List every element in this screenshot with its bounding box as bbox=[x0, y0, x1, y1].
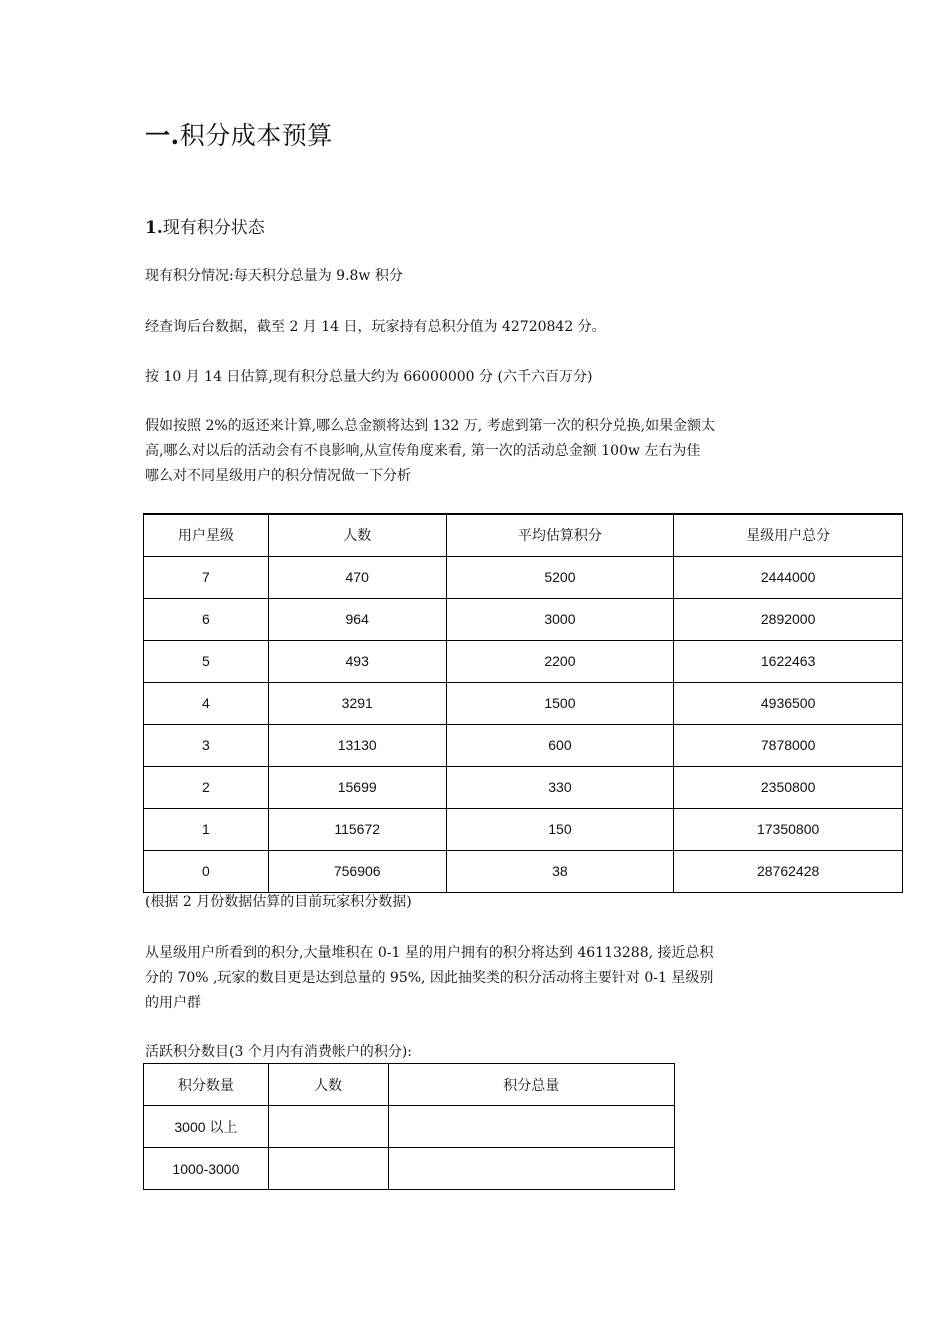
text-line: 假如按照 2%的返还来计算,哪么总金额将达到 132 万, 考虑到第一次的积分兑换,如果金额太 bbox=[145, 418, 716, 434]
column-header: 用户星级 bbox=[144, 514, 269, 556]
table-row bbox=[144, 850, 903, 892]
table-cell: 38 bbox=[446, 850, 674, 892]
star-level-points-table bbox=[143, 513, 903, 893]
table-cell bbox=[268, 1106, 388, 1148]
table-cell: 4936500 bbox=[674, 682, 903, 724]
text-line: 哪么对不同星级用户的积分情况做一下分析 bbox=[145, 468, 411, 484]
table-row bbox=[144, 682, 903, 724]
table-cell: 3291 bbox=[268, 682, 446, 724]
table-row bbox=[144, 556, 903, 598]
table-cell: 15699 bbox=[268, 766, 446, 808]
table-cell: 3000 以上 bbox=[144, 1106, 269, 1148]
table-cell bbox=[388, 1148, 674, 1190]
text-line: 分的 70% ,玩家的数目更是达到总量的 95%, 因此抽奖类的积分活动将主要针对 0-1 星级别 bbox=[145, 970, 714, 986]
table-cell: 330 bbox=[446, 766, 674, 808]
table-cell: 28762428 bbox=[674, 850, 903, 892]
active-points-title: 活跃积分数目(3 个月内有消费帐户的积分): bbox=[145, 1044, 412, 1060]
paragraph-estimate: 按 10 月 14 日估算,现有积分总量大约为 66000000 分 (六千六百万分) bbox=[145, 369, 593, 385]
table-cell: 0 bbox=[144, 850, 269, 892]
table-cell: 2200 bbox=[446, 640, 674, 682]
table-cell: 756906 bbox=[268, 850, 446, 892]
column-header: 人数 bbox=[268, 514, 446, 556]
paragraph-total-points: 经查询后台数据，截至 2 月 14 日，玩家持有总积分值为 42720842 分。 bbox=[145, 319, 606, 335]
section-number: 一. bbox=[145, 121, 180, 150]
table-row bbox=[144, 640, 903, 682]
table-cell: 2 bbox=[144, 766, 269, 808]
table-row bbox=[144, 808, 903, 850]
subsection-title: 现有积分状态 bbox=[162, 218, 265, 238]
table-row bbox=[144, 766, 903, 808]
table-header-row bbox=[144, 1064, 675, 1106]
table-cell: 600 bbox=[446, 724, 674, 766]
table-cell: 13130 bbox=[268, 724, 446, 766]
table-cell: 5 bbox=[144, 640, 269, 682]
table-cell: 1500 bbox=[446, 682, 674, 724]
table-cell: 1 bbox=[144, 808, 269, 850]
table-cell: 115672 bbox=[268, 808, 446, 850]
table-cell: 964 bbox=[268, 598, 446, 640]
section-heading bbox=[145, 116, 333, 152]
table-cell: 6 bbox=[144, 598, 269, 640]
table-cell: 17350800 bbox=[674, 808, 903, 850]
text-line: 的用户群 bbox=[145, 995, 201, 1011]
table-cell bbox=[268, 1148, 388, 1190]
column-header: 人数 bbox=[268, 1064, 388, 1106]
table-cell: 1622463 bbox=[674, 640, 903, 682]
table-cell: 5200 bbox=[446, 556, 674, 598]
table-row bbox=[144, 1148, 675, 1190]
table-row bbox=[144, 1106, 675, 1148]
active-points-table bbox=[143, 1063, 675, 1190]
column-header: 积分数量 bbox=[144, 1064, 269, 1106]
text-line: 从星级用户所看到的积分,大量堆积在 0-1 星的用户拥有的积分将达到 46113288, 接近总积 bbox=[145, 945, 714, 961]
table-row bbox=[144, 598, 903, 640]
table-cell bbox=[388, 1106, 674, 1148]
table-note: (根据 2 月份数据估算的目前玩家积分数据) bbox=[145, 894, 412, 910]
table-cell: 7 bbox=[144, 556, 269, 598]
table-cell: 3 bbox=[144, 724, 269, 766]
section-title: 积分成本预算 bbox=[179, 121, 333, 150]
table-cell: 2444000 bbox=[674, 556, 903, 598]
table-cell: 470 bbox=[268, 556, 446, 598]
table-cell: 3000 bbox=[446, 598, 674, 640]
table-header-row bbox=[144, 514, 903, 556]
paragraph-daily-points: 现有积分情况:每天积分总量为 9.8w 积分 bbox=[145, 268, 403, 284]
table-cell: 7878000 bbox=[674, 724, 903, 766]
table-cell: 2892000 bbox=[674, 598, 903, 640]
table-row bbox=[144, 724, 903, 766]
table-cell: 4 bbox=[144, 682, 269, 724]
text-line: 高,哪么对以后的活动会有不良影响,从宣传角度来看, 第一次的活动总金额 100w 左右为佳 bbox=[145, 443, 701, 459]
table-cell: 493 bbox=[268, 640, 446, 682]
table-cell: 1000-3000 bbox=[144, 1148, 269, 1190]
subsection-heading bbox=[145, 213, 265, 238]
table-cell: 2350800 bbox=[674, 766, 903, 808]
column-header: 积分总量 bbox=[388, 1064, 674, 1106]
column-header: 星级用户总分 bbox=[674, 514, 903, 556]
column-header: 平均估算积分 bbox=[446, 514, 674, 556]
paragraph-return-analysis bbox=[145, 414, 865, 489]
subsection-number: 1. bbox=[145, 218, 163, 238]
paragraph-distribution-analysis bbox=[145, 941, 825, 1016]
table-cell: 150 bbox=[446, 808, 674, 850]
